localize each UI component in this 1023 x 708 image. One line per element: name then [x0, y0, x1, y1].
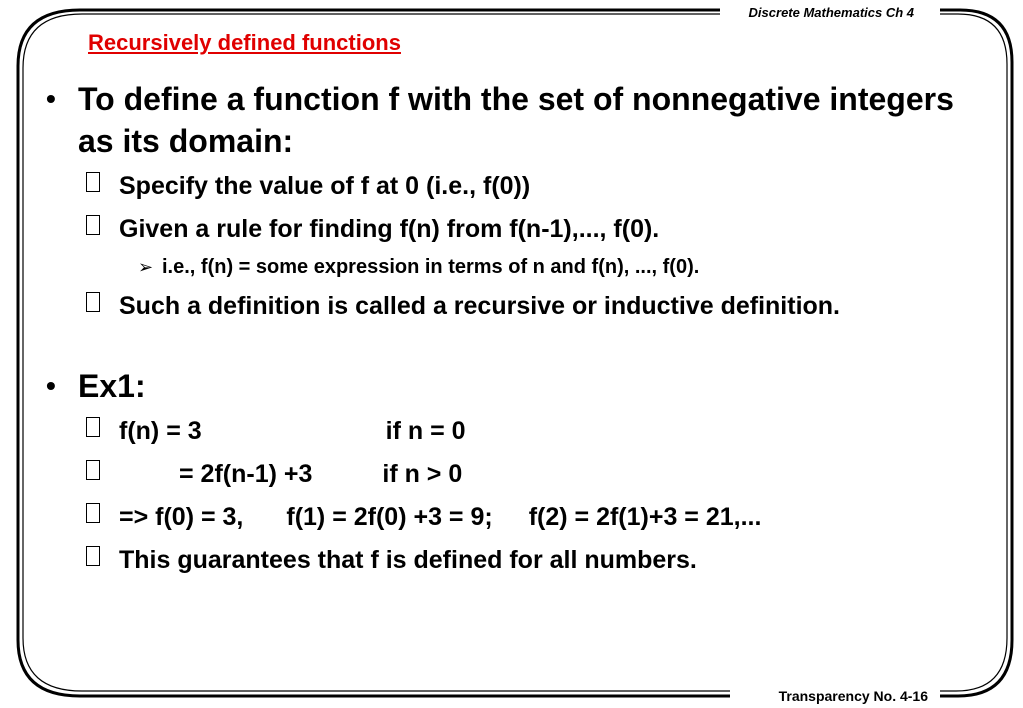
slide-title: Recursively defined functions: [88, 30, 401, 55]
box-bullet-icon: [86, 172, 100, 192]
sub-sub-bullet-item: [40, 252, 960, 282]
bullet-dot-icon: •: [46, 83, 56, 114]
formula-base-case: f(n) = 3: [119, 417, 202, 445]
bullet-item: [40, 365, 960, 407]
sub-bullet-item: [40, 499, 960, 536]
sub-sub-bullet-text: i.e., f(n) = some expression in terms of n and f(n), ..., f(0).: [162, 256, 700, 278]
bullet-text: To define a function f with the set of nonnegative integers as its domain:: [78, 81, 954, 159]
formula-base-condition: if n = 0: [385, 417, 466, 445]
box-bullet-icon: [86, 503, 100, 523]
course-header: Discrete Mathematics Ch 4: [748, 5, 914, 20]
bullet-dot-icon: •: [46, 370, 56, 401]
box-bullet-icon: [86, 417, 100, 437]
sub-bullet-item: [40, 413, 960, 450]
formula-recursive-case: = 2f(n-1) +3: [179, 460, 313, 488]
sub-bullet-item: [40, 456, 960, 493]
sub-bullet-item: [40, 542, 960, 579]
box-bullet-icon: [86, 546, 100, 566]
sub-bullet-item: [40, 288, 960, 325]
slide-content: [40, 78, 960, 579]
sub-bullet-text: This guarantees that f is defined for all numbers.: [119, 546, 697, 574]
sub-bullet-item: [40, 168, 960, 205]
formula-recursive-condition: if n > 0: [382, 460, 463, 488]
box-bullet-icon: [86, 215, 100, 235]
box-bullet-icon: [86, 292, 100, 312]
sub-bullet-text: Specify the value of f at 0 (i.e., f(0)): [119, 172, 531, 200]
eval-f1: f(1) = 2f(0) +3 = 9;: [286, 503, 493, 531]
eval-f2: f(2) = 2f(1)+3 = 21,...: [528, 503, 762, 531]
sub-bullet-item: [40, 211, 960, 248]
box-bullet-icon: [86, 460, 100, 480]
bullet-text: Ex1:: [78, 368, 146, 404]
eval-f0: => f(0) = 3,: [119, 503, 244, 531]
page-number: Transparency No. 4-16: [778, 688, 928, 704]
sub-bullet-text: Such a definition is called a recursive or inductive definition.: [119, 292, 840, 320]
bullet-item: [40, 78, 960, 162]
sub-bullet-text: Given a rule for finding f(n) from f(n-1),..., f(0).: [119, 215, 660, 243]
arrow-bullet-icon: ➢: [138, 257, 154, 277]
